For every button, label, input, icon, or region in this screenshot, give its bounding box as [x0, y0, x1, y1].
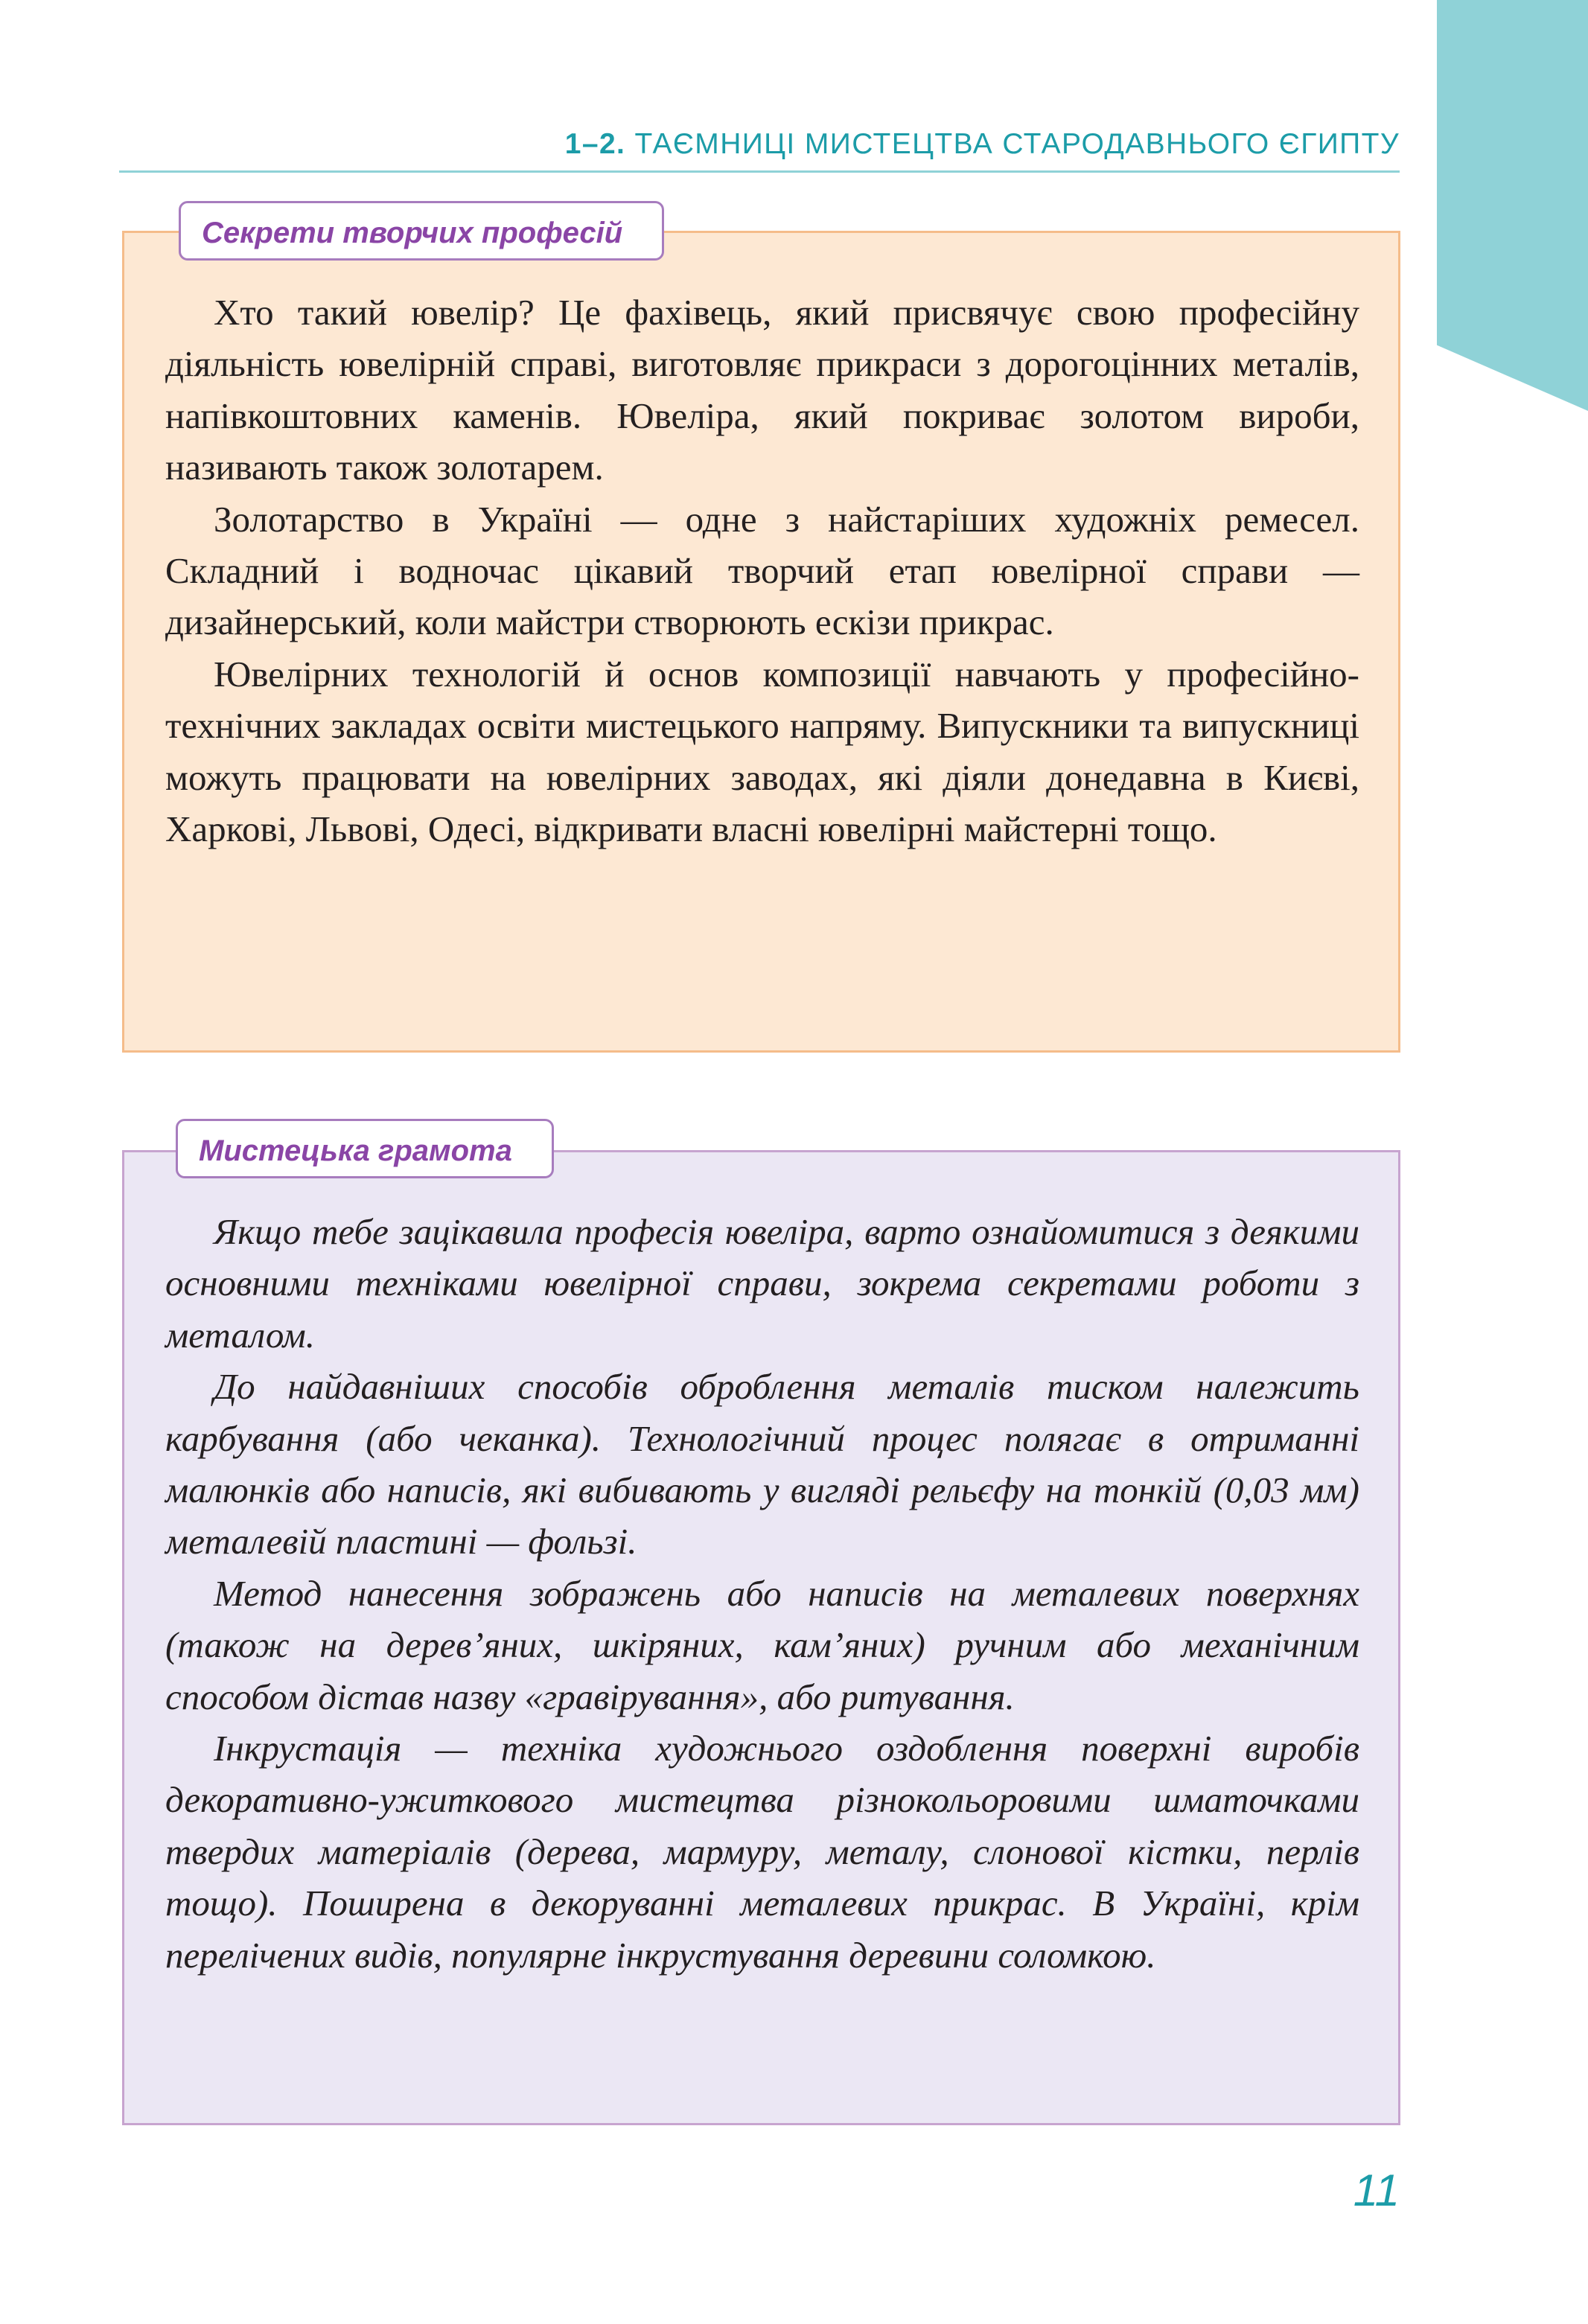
secrets-box — [122, 231, 1400, 1053]
literacy-paragraph-4: Інкрустація — техніка художнього оздоблення поверхні виробів декоративно-ужиткового мистецтва різнокольоровими шматочками твердих матеріалів (дерева, мармуру, металу, слонової кістки, перлів тощо). Поширена в декоруванні металевих прикрас. В Україні, крім перелічених видів, популярне інкрустування деревини соломкою. — [165, 1728, 1359, 1976]
literacy-paragraph-3: Метод нанесення зображень або написів на металевих поверхнях (також на дерев’яних, шкіряних, кам’яних) ручним або механічним способом дістав назву «гравірування», або ритування. — [165, 1572, 1359, 1717]
literacy-paragraph-1: Якщо тебе зацікавила професія ювеліра, варто ознайомитися з деякими основними техніками ювелірної справи, зокрема секретами роботи з металом. — [165, 1211, 1359, 1356]
literacy-box — [122, 1150, 1400, 2125]
literacy-paragraph-2: До найдавніших способів оброблення металів тиском належить карбування (або чеканка). Технологічний процес полягає в отриманні малюнків або написів, які вибивають у вигляді рельєфу на тонкій (0,03 мм) металевій пластині — фользі. — [165, 1366, 1359, 1562]
secrets-paragraph-2: Золотарство в Україні — одне з найстаріших художніх ремесел. Складний і водночас цікавий творчий етап ювелірної справи — дизайнерський, коли майстри створюють ескізи прикрас. — [165, 498, 1359, 643]
literacy-box-label: Мистецька грамота — [176, 1119, 554, 1178]
page-number: 11 — [1353, 2165, 1400, 2215]
header-rule — [119, 170, 1400, 173]
running-header — [119, 128, 1400, 161]
section-number: 1–2. — [564, 128, 626, 160]
secrets-box-label: Секрети творчих професій — [179, 201, 664, 261]
secrets-paragraph-3: Ювелірних технологій й основ композиції навчають у професійно-технічних закладах освіти мистецького напряму. Випускники та випускниці можуть працювати на ювелірних заводах, які діяли донедавна в Києві, Харкові, Львові, Одесі, відкривати власні ювелірні майстерні тощо. — [165, 653, 1359, 850]
secrets-paragraph-1: Хто такий ювелір? Це фахівець, який присвячує свою професійну діяльність ювелірній справі, виготовляє прикраси з дорогоцінних металів, напівкоштовних каменів. Ювеліра, який покриває золотом вироби, називають також золотарем. — [165, 292, 1359, 488]
section-title: ТАЄМНИЦІ МИСТЕЦТВА СТАРОДАВНЬОГО ЄГИПТУ — [634, 128, 1400, 160]
corner-tab-decoration — [1437, 0, 1588, 411]
